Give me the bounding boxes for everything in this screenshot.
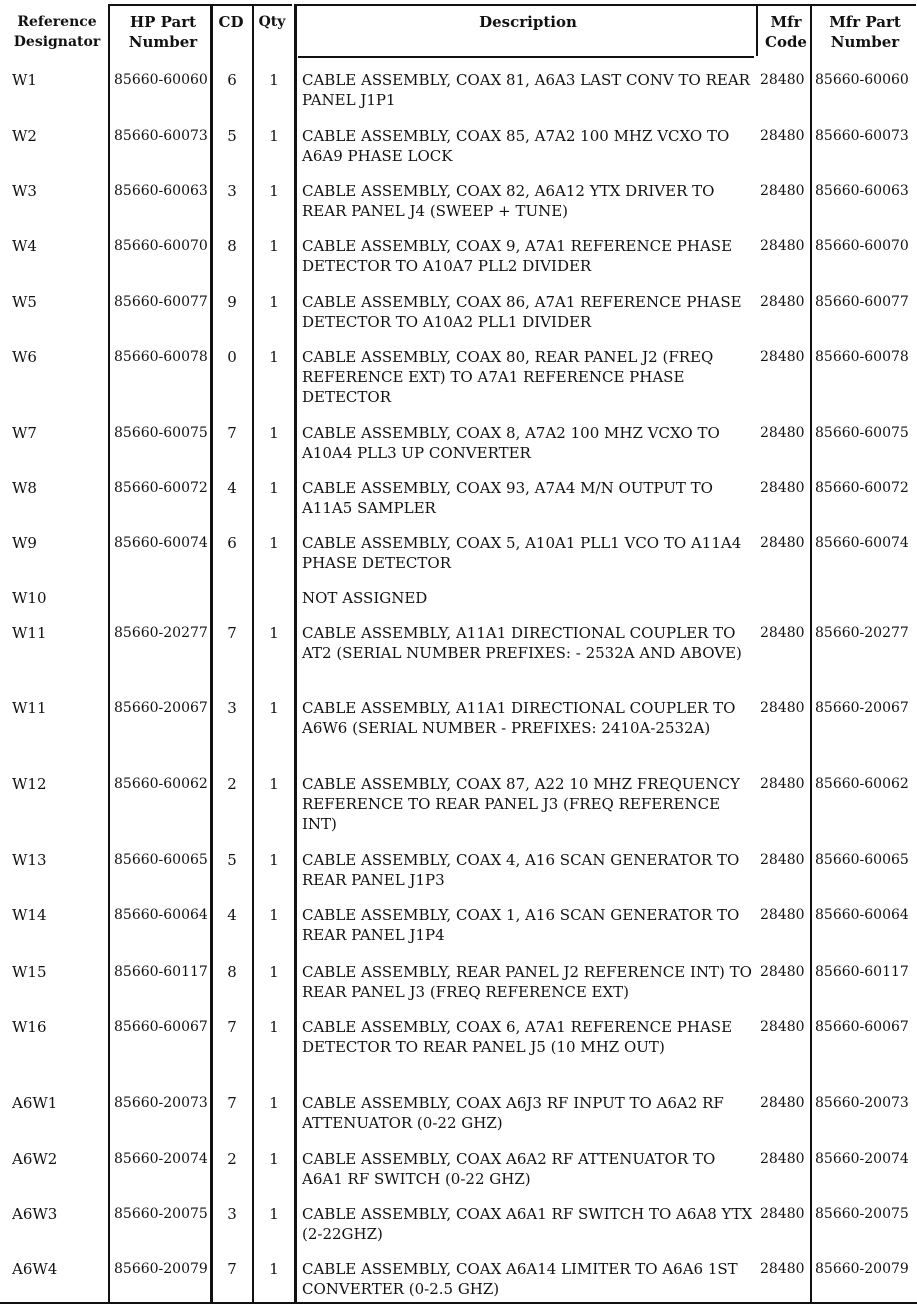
cell-code: 28480 [760, 535, 805, 551]
cell-code: 28480 [760, 72, 805, 88]
cell-qty: 1 [269, 851, 279, 869]
cell-mfr: 85660-60075 [815, 425, 909, 441]
cell-cd: 6 [227, 71, 237, 89]
cell-desc: NOT ASSIGNED [302, 589, 428, 607]
cell-ref: W11 [12, 624, 47, 642]
cell-desc: CABLE ASSEMBLY, A11A1 DIRECTIONAL COUPLER TO A6W6 (SERIAL NUMBER - PREFIXES: 2410A-2532A) [302, 699, 736, 737]
cell-ref: W14 [12, 906, 47, 924]
cell-qty: 1 [269, 237, 279, 255]
cell-ref: W1 [12, 71, 37, 89]
cell-part: 85660-60067 [114, 1019, 208, 1035]
cell-part: 85660-60078 [114, 349, 208, 365]
cell-qty: 1 [269, 182, 279, 200]
cell-cd: 6 [227, 534, 237, 552]
cell-ref: A6W1 [12, 1094, 58, 1112]
cell-mfr: 85660-60060 [815, 72, 909, 88]
cell-ref: A6W3 [12, 1205, 58, 1223]
cell-cd: 2 [227, 775, 237, 793]
cell-code: 28480 [760, 1206, 805, 1222]
cell-part: 85660-60073 [114, 128, 208, 144]
cell-desc: CABLE ASSEMBLY, A11A1 DIRECTIONAL COUPLER TO AT2 (SERIAL NUMBER PREFIXES: - 2532A AND ABOVE) [302, 624, 742, 662]
cell-mfr: 85660-60063 [815, 183, 909, 199]
cell-part: 85660-60077 [114, 294, 208, 310]
cell-qty: 1 [269, 906, 279, 924]
cell-cd: 9 [227, 293, 237, 311]
cell-part: 85660-20073 [114, 1095, 208, 1111]
cell-ref: W16 [12, 1018, 47, 1036]
cell-mfr: 85660-60064 [815, 907, 909, 923]
cell-mfr: 85660-20074 [815, 1151, 909, 1167]
cell-qty: 1 [269, 424, 279, 442]
col-divider-2 [210, 4, 213, 1302]
cell-qty: 1 [269, 127, 279, 145]
cell-mfr: 85660-60062 [815, 776, 909, 792]
cell-desc: CABLE ASSEMBLY, COAX 86, A7A1 REFERENCE PHASE DETECTOR TO A10A2 PLL1 DIVIDER [302, 293, 742, 331]
header-bottom-rule [298, 56, 754, 58]
cell-code: 28480 [760, 183, 805, 199]
cell-qty: 1 [269, 1260, 279, 1278]
cell-mfr: 85660-60067 [815, 1019, 909, 1035]
cell-desc: CABLE ASSEMBLY, COAX A6A1 RF SWITCH TO A6A8 YTX (2-22GHZ) [302, 1205, 753, 1243]
cell-cd: 4 [227, 906, 237, 924]
cell-mfr: 85660-60070 [815, 238, 909, 254]
cell-code: 28480 [760, 128, 805, 144]
cell-mfr: 85660-60065 [815, 852, 909, 868]
cell-qty: 1 [269, 534, 279, 552]
cell-desc: CABLE ASSEMBLY, COAX 6, A7A1 REFERENCE PHASE DETECTOR TO REAR PANEL J5 (10 MHZ OUT) [302, 1018, 733, 1056]
cell-mfr: 85660-60117 [815, 964, 909, 980]
cell-part: 85660-60117 [114, 964, 208, 980]
cell-code: 28480 [760, 294, 805, 310]
header-rule-left [108, 4, 292, 6]
cell-ref: W15 [12, 963, 47, 981]
cell-qty: 1 [269, 1150, 279, 1168]
cell-cd: 3 [227, 699, 237, 717]
cell-desc: CABLE ASSEMBLY, COAX 9, A7A1 REFERENCE PHASE DETECTOR TO A10A7 PLL2 DIVIDER [302, 237, 733, 275]
cell-code: 28480 [760, 238, 805, 254]
cell-cd: 3 [227, 1205, 237, 1223]
bottom-rule [0, 1302, 917, 1304]
cell-desc: CABLE ASSEMBLY, COAX 87, A22 10 MHZ FREQUENCY REFERENCE TO REAR PANEL J3 (FREQ REFERENCE INT) [302, 775, 740, 833]
cell-mfr: 85660-60073 [815, 128, 909, 144]
cell-part: 85660-20067 [114, 700, 208, 716]
cell-part: 85660-60075 [114, 425, 208, 441]
col-divider-3 [252, 4, 254, 1302]
cell-ref: W11 [12, 699, 47, 717]
cell-part: 85660-60070 [114, 238, 208, 254]
cell-mfr: 85660-20277 [815, 625, 909, 641]
cell-ref: A6W2 [12, 1150, 58, 1168]
cell-qty: 1 [269, 479, 279, 497]
cell-part: 85660-60062 [114, 776, 208, 792]
cell-code: 28480 [760, 776, 805, 792]
cell-ref: W9 [12, 534, 37, 552]
cell-ref: W2 [12, 127, 37, 145]
cell-ref: W7 [12, 424, 37, 442]
cell-ref: W8 [12, 479, 37, 497]
cell-part: 85660-60065 [114, 852, 208, 868]
cell-part: 85660-20277 [114, 625, 208, 641]
cell-cd: 7 [227, 424, 237, 442]
cell-code: 28480 [760, 852, 805, 868]
cell-desc: CABLE ASSEMBLY, COAX 5, A10A1 PLL1 VCO TO A11A4 PHASE DETECTOR [302, 534, 742, 572]
col-divider-5 [756, 4, 758, 56]
cell-cd: 4 [227, 479, 237, 497]
cell-mfr: 85660-20075 [815, 1206, 909, 1222]
cell-cd: 5 [227, 127, 237, 145]
cell-desc: CABLE ASSEMBLY, COAX 82, A6A12 YTX DRIVER TO REAR PANEL J4 (SWEEP + TUNE) [302, 182, 715, 220]
cell-cd: 7 [227, 1018, 237, 1036]
cell-ref: W4 [12, 237, 37, 255]
cell-mfr: 85660-60077 [815, 294, 909, 310]
cell-code: 28480 [760, 1151, 805, 1167]
cell-ref: W13 [12, 851, 47, 869]
cell-qty: 1 [269, 624, 279, 642]
cell-desc: CABLE ASSEMBLY, COAX 93, A7A4 M/N OUTPUT TO A11A5 SAMPLER [302, 479, 713, 517]
cell-ref: W3 [12, 182, 37, 200]
cell-qty: 1 [269, 1094, 279, 1112]
cell-cd: 7 [227, 624, 237, 642]
header-rule-right [296, 4, 916, 6]
cell-desc: CABLE ASSEMBLY, COAX A6J3 RF INPUT TO A6A2 RF ATTENUATOR (0-22 GHZ) [302, 1094, 724, 1132]
header-reference-designator: Reference Designator [13, 14, 101, 50]
cell-cd: 3 [227, 182, 237, 200]
cell-desc: CABLE ASSEMBLY, COAX 85, A7A2 100 MHZ VCXO TO A6A9 PHASE LOCK [302, 127, 730, 165]
cell-code: 28480 [760, 349, 805, 365]
cell-desc: CABLE ASSEMBLY, COAX A6A14 LIMITER TO A6A6 1ST CONVERTER (0-2.5 GHZ) [302, 1260, 738, 1298]
header-description: Description [479, 13, 577, 31]
header-cd: CD [218, 13, 244, 31]
cell-part: 85660-60064 [114, 907, 208, 923]
cell-part: 85660-20074 [114, 1151, 208, 1167]
cell-code: 28480 [760, 1261, 805, 1277]
cell-qty: 1 [269, 963, 279, 981]
cell-part: 85660-60063 [114, 183, 208, 199]
cell-part: 85660-60072 [114, 480, 208, 496]
cell-desc: CABLE ASSEMBLY, COAX 4, A16 SCAN GENERATOR TO REAR PANEL J1P3 [302, 851, 740, 889]
cell-desc: CABLE ASSEMBLY, COAX 81, A6A3 LAST CONV TO REAR PANEL J1P1 [302, 71, 750, 109]
cell-mfr: 85660-20067 [815, 700, 909, 716]
cell-desc: CABLE ASSEMBLY, COAX 8, A7A2 100 MHZ VCXO TO A10A4 PLL3 UP CONVERTER [302, 424, 720, 462]
cell-code: 28480 [760, 964, 805, 980]
cell-qty: 1 [269, 699, 279, 717]
cell-code: 28480 [760, 1019, 805, 1035]
header-hp-part-number: HP Part Number [128, 13, 198, 51]
cell-cd: 0 [227, 348, 237, 366]
cell-cd: 7 [227, 1094, 237, 1112]
cell-qty: 1 [269, 293, 279, 311]
cell-code: 28480 [760, 1095, 805, 1111]
cell-cd: 8 [227, 963, 237, 981]
cell-cd: 7 [227, 1260, 237, 1278]
col-divider-1 [108, 4, 110, 1302]
cell-part: 85660-20075 [114, 1206, 208, 1222]
col-divider-4 [294, 4, 297, 1302]
cell-part: 85660-20079 [114, 1261, 208, 1277]
header-mfr-code: Mfr Code [765, 13, 807, 51]
header-mfr-part-number: Mfr Part Number [829, 13, 901, 51]
cell-code: 28480 [760, 907, 805, 923]
cell-part: 85660-60074 [114, 535, 208, 551]
cell-desc: CABLE ASSEMBLY, REAR PANEL J2 REFERENCE INT) TO REAR PANEL J3 (FREQ REFERENCE EXT) [302, 963, 752, 1001]
cell-code: 28480 [760, 700, 805, 716]
cell-cd: 2 [227, 1150, 237, 1168]
cell-code: 28480 [760, 425, 805, 441]
cell-qty: 1 [269, 348, 279, 366]
cell-mfr: 85660-20073 [815, 1095, 909, 1111]
cell-cd: 5 [227, 851, 237, 869]
cell-qty: 1 [269, 71, 279, 89]
cell-mfr: 85660-60074 [815, 535, 909, 551]
cell-ref: A6W4 [12, 1260, 58, 1278]
header-qty: Qty [258, 14, 286, 30]
cell-code: 28480 [760, 480, 805, 496]
cell-qty: 1 [269, 1205, 279, 1223]
cell-qty: 1 [269, 775, 279, 793]
cell-ref: W6 [12, 348, 37, 366]
cell-desc: CABLE ASSEMBLY, COAX 1, A16 SCAN GENERATOR TO REAR PANEL J1P4 [302, 906, 740, 944]
cell-desc: CABLE ASSEMBLY, COAX 80, REAR PANEL J2 (FREQ REFERENCE EXT) TO A7A1 REFERENCE PHASE DETECTOR [302, 348, 714, 406]
cell-desc: CABLE ASSEMBLY, COAX A6A2 RF ATTENUATOR TO A6A1 RF SWITCH (0-22 GHZ) [302, 1150, 716, 1188]
cell-ref: W10 [12, 589, 47, 607]
cell-qty: 1 [269, 1018, 279, 1036]
cell-mfr: 85660-60078 [815, 349, 909, 365]
cell-ref: W12 [12, 775, 47, 793]
cell-code: 28480 [760, 625, 805, 641]
cell-mfr: 85660-60072 [815, 480, 909, 496]
cell-mfr: 85660-20079 [815, 1261, 909, 1277]
cell-part: 85660-60060 [114, 72, 208, 88]
cell-cd: 8 [227, 237, 237, 255]
cell-ref: W5 [12, 293, 37, 311]
col-divider-6 [810, 4, 812, 1302]
